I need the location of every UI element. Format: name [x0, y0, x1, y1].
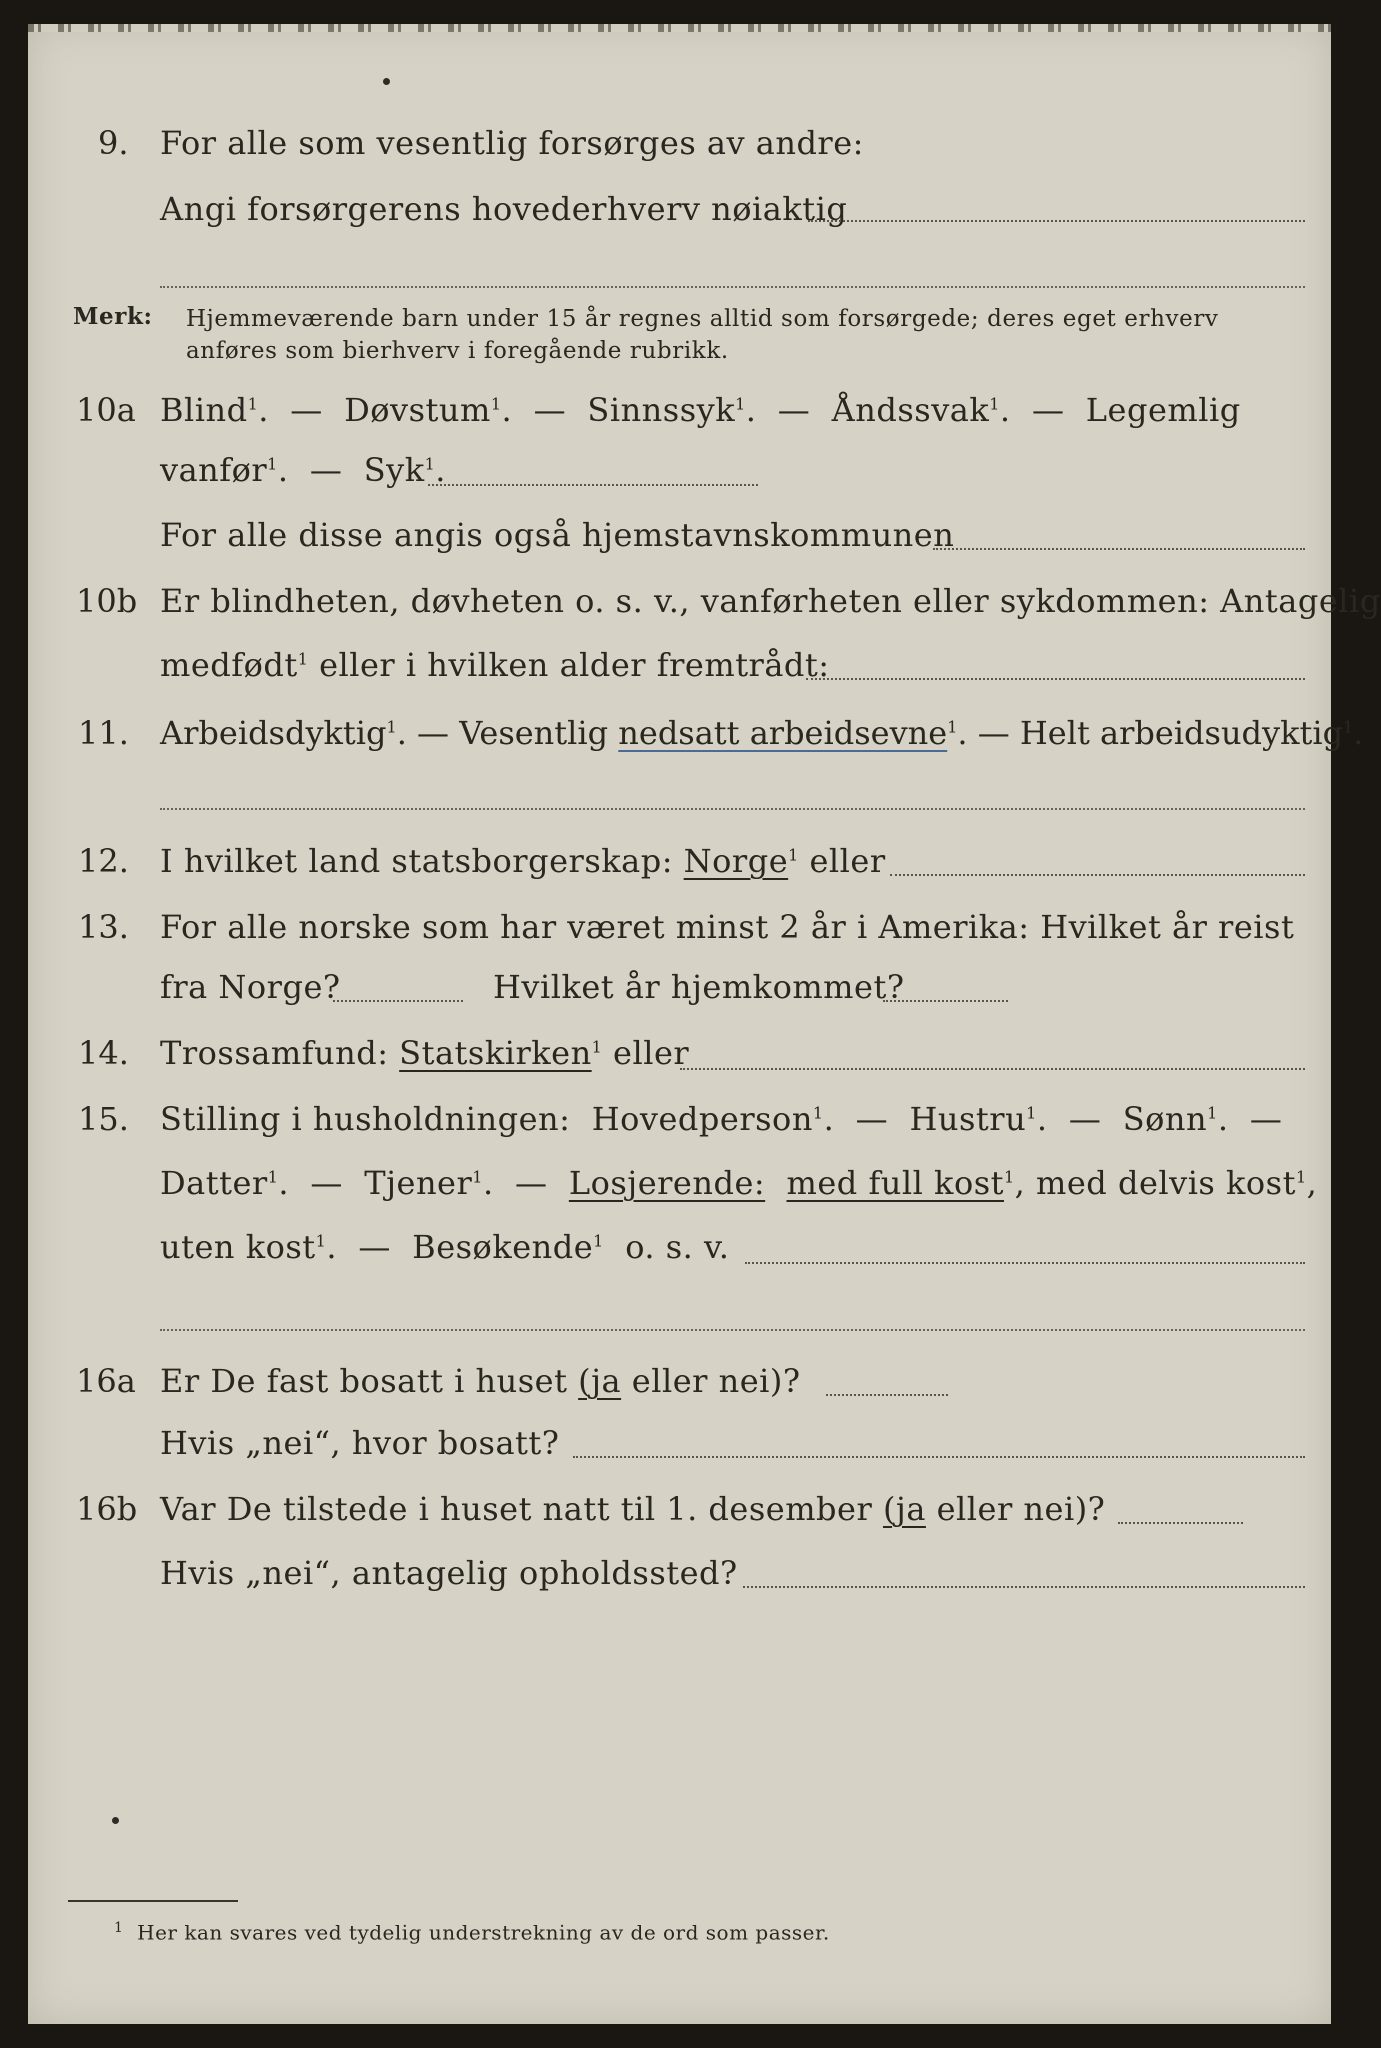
- opt-besokende[interactable]: Besøkende: [412, 1228, 594, 1266]
- q15-answer-line-2[interactable]: [160, 1329, 1305, 1331]
- q16b-number: 16b: [76, 1490, 138, 1528]
- q15-line1: Stilling i husholdningen: Hovedperson$^1$. — Hustru$^1$. — Sønn$^1$. —: [160, 1100, 1283, 1138]
- q16a-number: 16a: [76, 1362, 136, 1400]
- opt-16a-ja[interactable]: (ja: [578, 1362, 622, 1400]
- opt-helt-arbeidsudyktig[interactable]: Helt arbeidsudyktig: [1019, 714, 1344, 752]
- q12-number: 12.: [78, 842, 129, 880]
- q16a-bosatt-line[interactable]: [573, 1456, 1305, 1458]
- opt-syk[interactable]: Syk: [363, 451, 425, 489]
- opt-medfodt[interactable]: medfødt: [160, 646, 298, 684]
- q16b-line2: Hvis „nei“, antagelig opholdssted?: [160, 1554, 738, 1592]
- opt-losjerende[interactable]: Losjerende:: [568, 1164, 766, 1202]
- ink-speck: [383, 78, 390, 85]
- opt-legemlig[interactable]: Legemlig: [1085, 391, 1241, 429]
- q13-fra-norge: fra Norge?: [160, 968, 341, 1006]
- opt-norge[interactable]: Norge: [683, 842, 789, 880]
- opt-vesentlig: Vesentlig: [459, 714, 609, 752]
- q13-hjemkommet: Hvilket år hjemkommet?: [493, 968, 905, 1006]
- opt-16b-ja[interactable]: (ja: [882, 1490, 926, 1528]
- q10a-kommune-line[interactable]: [933, 548, 1305, 550]
- q9-answer-line[interactable]: [808, 220, 1305, 222]
- q14-number: 14.: [78, 1034, 129, 1072]
- merk-label: Merk:: [73, 303, 153, 330]
- footnote-rule: [68, 1900, 238, 1902]
- q16b-line1: Var De tilstede i huset natt til 1. desember (ja eller nei)?: [160, 1490, 1106, 1528]
- q9-number: 9.: [98, 124, 129, 162]
- q10a-line1: Blind$^1$. — Døvstum$^1$. — Sinnssyk$^1$. — Åndssvak$^1$. — Legemlig: [160, 391, 1241, 429]
- q13-number: 13.: [78, 908, 129, 946]
- opt-hustru[interactable]: Hustru: [909, 1100, 1027, 1138]
- q10b-line2: medfødt$^1$ eller i hvilken alder fremtrådt:: [160, 646, 830, 684]
- opt-med-delvis-kost[interactable]: med delvis kost: [1036, 1164, 1296, 1202]
- q16a-answer-line[interactable]: [826, 1394, 948, 1396]
- q10b-line1: Er blindheten, døvheten o. s. v., vanførheten eller sykdommen: Antagelig: [160, 582, 1381, 620]
- q12-answer-line[interactable]: [890, 874, 1305, 876]
- q14-line: Trossamfund: Statskirken$^1$ eller: [160, 1034, 690, 1072]
- q13-hjem-answer[interactable]: [883, 1000, 1008, 1002]
- q10a-line3: For alle disse angis også hjemstavnskommunen: [160, 516, 955, 554]
- q10a-number: 10a: [76, 391, 136, 429]
- opt-sinnssyk[interactable]: Sinnssyk: [587, 391, 736, 429]
- q16a-line2: Hvis „nei“, hvor bosatt?: [160, 1424, 560, 1462]
- opt-andssvak[interactable]: Åndssvak: [831, 391, 990, 429]
- q9-question: For alle som vesentlig forsørges av andre:: [160, 124, 864, 162]
- opt-arbeidsdyktig[interactable]: Arbeidsdyktig: [160, 714, 387, 752]
- opt-datter[interactable]: Datter: [160, 1164, 268, 1202]
- q10b-number: 10b: [76, 582, 138, 620]
- q14-answer-line[interactable]: [680, 1068, 1305, 1070]
- q16b-opholdssted-line[interactable]: [743, 1586, 1305, 1588]
- opt-blind[interactable]: Blind: [160, 391, 248, 429]
- q13-line1: For alle norske som har været minst 2 år i Amerika: Hvilket år reist: [160, 908, 1295, 946]
- q16a-line1: Er De fast bosatt i huset (ja eller nei)?: [160, 1362, 801, 1400]
- q9-instruction: Angi forsørgerens hovederhverv nøiaktig: [160, 190, 848, 228]
- q11-line: Arbeidsdyktig$^1$. — Vesentlig nedsatt arbeidsevne$^1$. — Helt arbeidsudyktig$^1$.: [160, 714, 1364, 752]
- q15-line3: uten kost$^1$. — Besøkende$^1$ o. s. v.: [160, 1228, 730, 1266]
- ink-speck: [112, 1817, 119, 1824]
- q10a-answer-line[interactable]: [428, 484, 758, 486]
- q10b-answer-line[interactable]: [806, 678, 1305, 680]
- scan-edge: [28, 24, 1331, 32]
- q9-answer-line-2[interactable]: [160, 286, 1305, 288]
- q15-answer-line[interactable]: [745, 1262, 1305, 1264]
- opt-dovstum[interactable]: Døvstum: [344, 391, 491, 429]
- opt-med-full-kost[interactable]: med full kost: [786, 1164, 1004, 1202]
- opt-hovedperson[interactable]: Hovedperson: [591, 1100, 813, 1138]
- opt-nedsatt-arbeidsevne[interactable]: nedsatt arbeidsevne: [618, 714, 948, 752]
- opt-tjener[interactable]: Tjener: [364, 1164, 473, 1202]
- q15-number: 15.: [78, 1100, 129, 1138]
- opt-statskirken[interactable]: Statskirken: [399, 1034, 592, 1072]
- q16b-answer-line[interactable]: [1118, 1522, 1243, 1524]
- q15-line2: Datter$^1$. — Tjener$^1$. — Losjerende: med full kost$^1$, med delvis kost$^1$,: [160, 1164, 1318, 1202]
- opt-uten-kost[interactable]: uten kost: [160, 1228, 316, 1266]
- census-form-page: [28, 24, 1381, 2024]
- q12-line: I hvilket land statsborgerskap: Norge$^1$ eller: [160, 842, 886, 880]
- merk-text-2: anføres som bierhverv i foregående rubrikk.: [186, 338, 729, 364]
- merk-text-1: Hjemmeværende barn under 15 år regnes alltid som forsørgede; deres eget erhverv: [186, 306, 1219, 332]
- opt-sonn[interactable]: Sønn: [1122, 1100, 1208, 1138]
- q10a-line2: vanfør$^1$. — Syk$^1$.: [160, 451, 446, 489]
- opt-vanfor[interactable]: vanfør: [160, 451, 268, 489]
- q11-number: 11.: [78, 714, 129, 752]
- q11-answer-line[interactable]: [160, 808, 1305, 810]
- q13-fra-answer[interactable]: [333, 1000, 463, 1002]
- footnote: $^1$ Her kan svares ved tydelig understrekning av de ord som passer.: [114, 1920, 830, 1945]
